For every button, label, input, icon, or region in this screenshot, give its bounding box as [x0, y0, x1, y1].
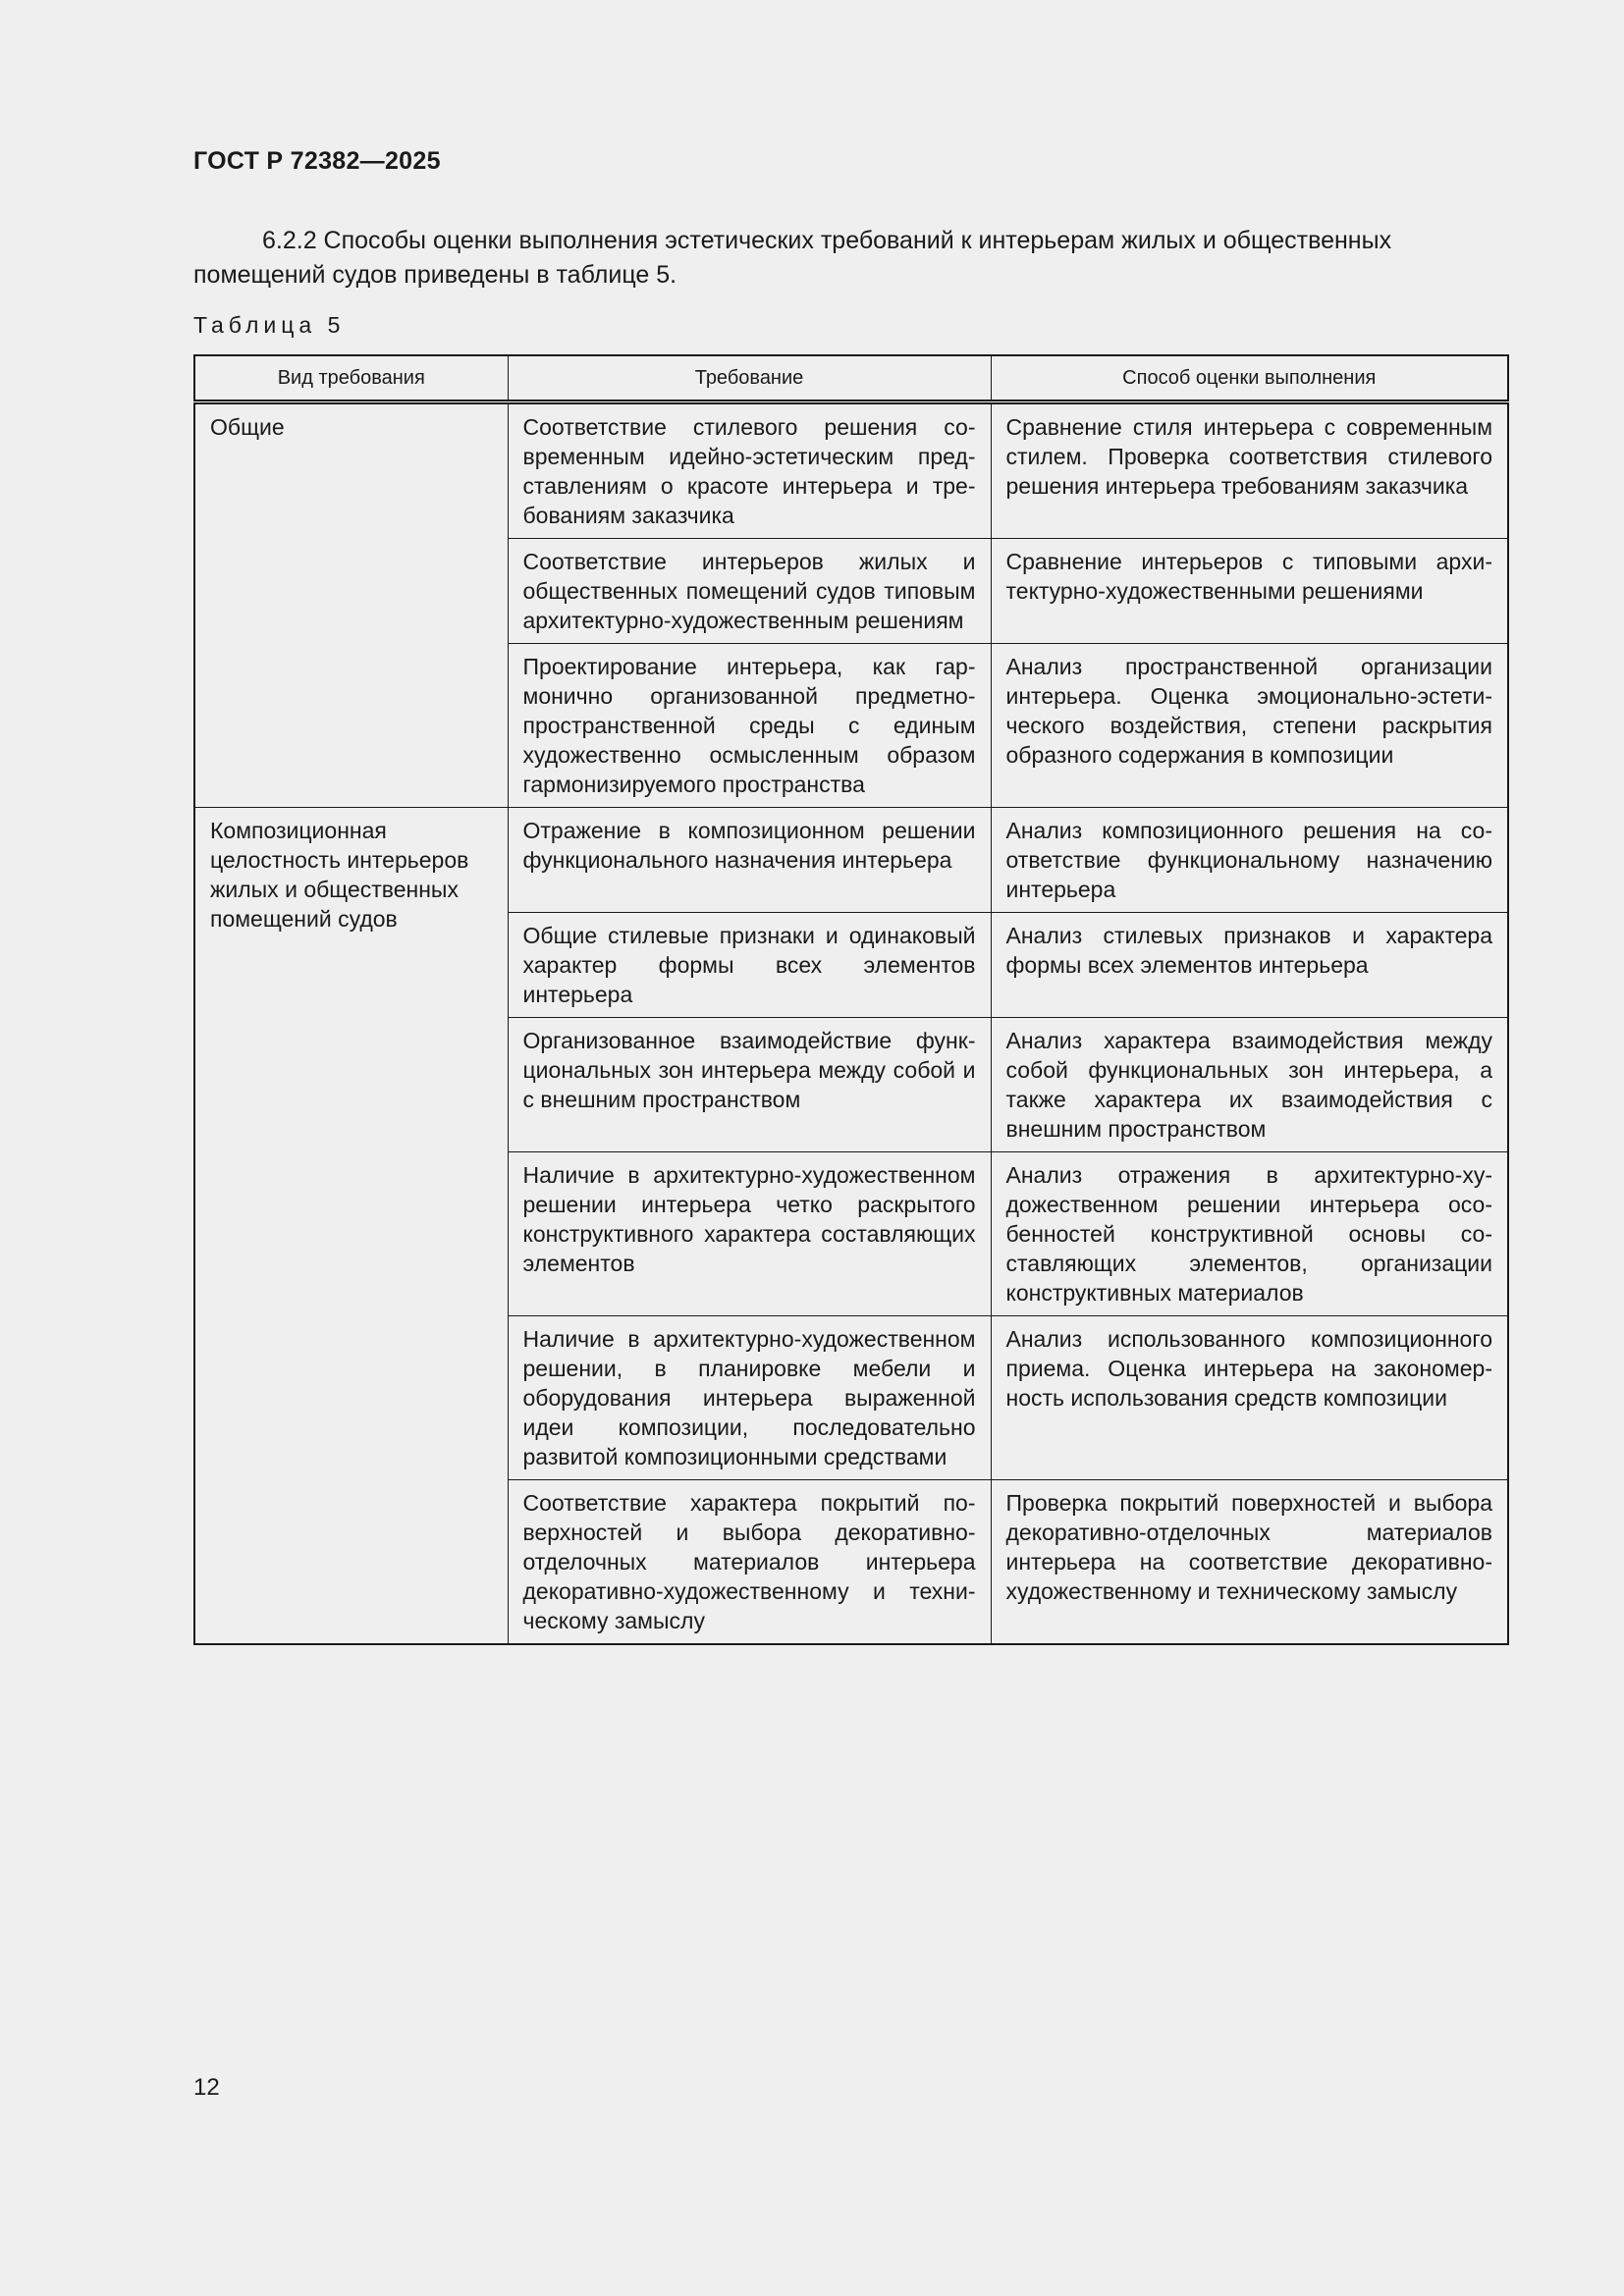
table-header-row: [194, 355, 1508, 402]
requirement-cell: Наличие в архитектурно-художественном решении, в планировке мебели и оборудования интерьера выраженной идеи композиции, последовательно развитой композиционными средствами: [508, 1316, 991, 1480]
requirement-cell: Соответствие характера покрытий поверхностей и выбора декоративно-отделочных материалов интерьера декоративно-художественному и техническому замыслу: [508, 1480, 991, 1645]
requirements-table: [193, 354, 1509, 1645]
method-cell: Анализ характера взаимодействия между собой функциональных зон интерьера, а также характера их взаимодействия с внешним пространством: [991, 1018, 1508, 1152]
header-kind: Вид требования: [194, 355, 508, 402]
method-cell: Анализ пространственной организации интерьера. Оценка эмоционально-эстетического воздействия, степени раскрытия образного содержания в композиции: [991, 644, 1508, 808]
requirement-cell: Организованное взаимодействие функциональных зон интерьера между собой и с внешним пространством: [508, 1018, 991, 1152]
page-number: 12: [193, 2074, 220, 2101]
header-method: Способ оценки выполнения: [991, 355, 1508, 402]
requirement-cell: Наличие в архитектурно-художественном решении интерьера четко раскрытого конструктивного характера составляющих элементов: [508, 1152, 991, 1316]
header-requirement: Требование: [508, 355, 991, 402]
table-row: [194, 808, 1508, 913]
requirement-cell: Соответствие интерьеров жилых и общественных помещений судов типовым архитектурно-художественным решениям: [508, 539, 991, 644]
method-cell: Анализ стилевых признаков и характера формы всех элементов интерьера: [991, 913, 1508, 1018]
method-cell: Анализ отражения в архитектурно-художественном решении интерьера особенностей конструктивной основы составляющих элементов, организации конструктивных материалов: [991, 1152, 1508, 1316]
method-cell: Сравнение интерьеров с типовыми архитектурно-художественными решениями: [991, 539, 1508, 644]
table-row: [194, 402, 1508, 539]
method-cell: Проверка покрытий поверхностей и выбора декоративно-отделочных материалов интерьера на соответствие декоративно-художественному и техническому замыслу: [991, 1480, 1508, 1645]
requirement-cell: Соответствие стилевого решения современным идейно-эстетическим представлениям о красоте интерьера и требованиям заказчика: [508, 402, 991, 539]
requirement-cell: Отражение в композиционном решении функционального назначения интерьера: [508, 808, 991, 913]
method-cell: Анализ использованного композиционного приема. Оценка интерьера на закономерность использования средств композиции: [991, 1316, 1508, 1480]
requirement-cell: Общие стилевые признаки и одинаковый характер формы всех элементов интерьера: [508, 913, 991, 1018]
document-header: ГОСТ Р 72382—2025: [193, 147, 441, 175]
kind-cell: Композиционная целостность интерьеров жилых и общественных помещений судов: [194, 808, 508, 1645]
intro-paragraph: 6.2.2 Способы оценки выполнения эстетических требований к интерьерам жилых и общественных помещений судов приведены в таблице 5.: [193, 227, 1392, 289]
kind-cell: Общие: [194, 402, 508, 808]
method-cell: Анализ композиционного решения на соответствие функциональному назначению интерьера: [991, 808, 1508, 913]
table-caption: Таблица 5: [193, 312, 346, 338]
requirement-cell: Проектирование интерьера, как гармонично организованной предметно-пространственной среды с единым художественно осмысленным образом гармонизируемого пространства: [508, 644, 991, 808]
method-cell: Сравнение стиля интерьера с современным стилем. Проверка соответствия стилевого решения интерьера требованиям заказчика: [991, 402, 1508, 539]
